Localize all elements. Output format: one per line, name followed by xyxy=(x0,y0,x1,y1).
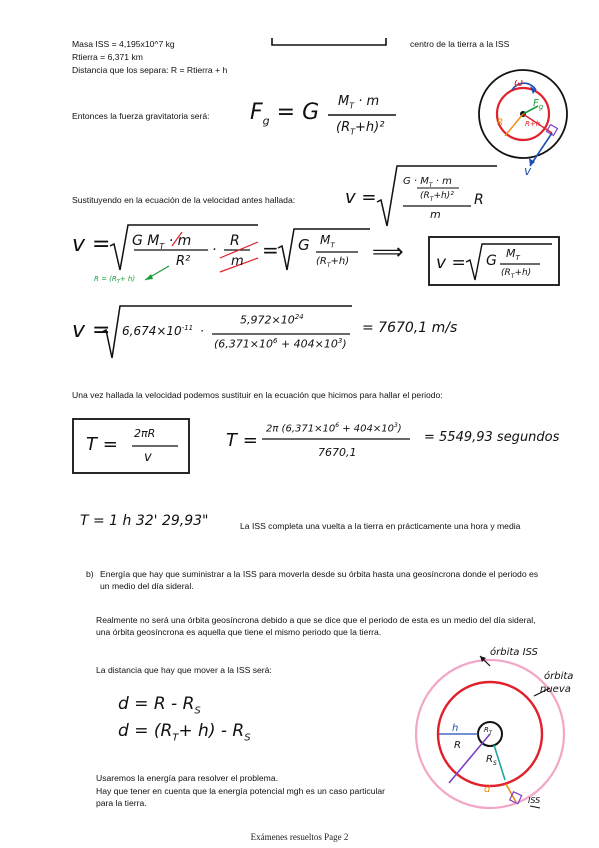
green-note: $R = (R_T+ h)$ xyxy=(94,275,136,286)
period-box-den: v xyxy=(144,450,152,465)
radius-label: R xyxy=(497,118,504,128)
distance-eq1: $d = R - R_S$ xyxy=(118,694,201,717)
force-lhs: $F_g = G$ xyxy=(250,100,320,128)
line2-v: v = xyxy=(72,232,111,257)
velocity-m: m xyxy=(430,208,441,221)
line3-dot: · xyxy=(200,324,204,338)
RT-label: $R_T$ xyxy=(484,726,492,737)
boxed-den: $(R_T+h)$ xyxy=(501,268,532,280)
omega-label: ω xyxy=(514,76,524,89)
period-den: 7670,1 xyxy=(318,446,357,459)
boxed-G: G xyxy=(486,253,497,269)
line3-v: v = xyxy=(72,318,111,343)
implies-arrow: ⟹ xyxy=(372,240,404,265)
period-box-num: 2πR xyxy=(134,427,156,440)
period-result: = 5549,93 segundos xyxy=(424,430,560,445)
line2-frac3-num: $M_T$ xyxy=(320,233,335,250)
period-intro: Una vez hallada la velocidad podemos sustituir en la ecuación que hicimos para hallar el periodo: xyxy=(72,390,443,400)
line3-den: $(6,371\times 10^6 + 404\times 10^3)$ xyxy=(214,337,347,351)
velocity-R: R xyxy=(474,192,484,208)
page-footer: Exámenes resueltos Page 2 xyxy=(250,832,349,842)
period-note: La ISS completa una vuelta a la tierra en prácticamente una hora y media xyxy=(240,521,521,531)
distance-eq2: $d = (R_T+ h) - R_S$ xyxy=(118,721,251,744)
energy-line2: Hay que tener en cuenta que la energía potencial mgh es un caso particular para la tierra. xyxy=(96,786,386,808)
rh-label: R+h xyxy=(525,120,541,128)
velocity-v: v = xyxy=(345,187,377,208)
line2-frac1-den: R² xyxy=(176,254,191,269)
velocity-intro: Sustituyendo en la ecuación de la velocidad antes hallada: xyxy=(72,195,296,205)
orbit-iss-label: órbita ISS xyxy=(490,647,538,658)
velocity-inner-num: $G \cdot M_T \cdot m$ xyxy=(403,176,452,189)
period-T2: T = xyxy=(226,430,258,451)
line2-frac1-num: G $M_T \cdot m$ xyxy=(132,233,192,251)
line2-frac3-den: $(R_T+h)$ xyxy=(316,256,350,269)
section-b-label: b) xyxy=(86,569,94,579)
line2-equals: = xyxy=(262,238,279,262)
period-num: 2π $(6,371\times 10^6 + 404\times 10^3)$ xyxy=(266,422,402,435)
period-fraction-line xyxy=(262,438,412,441)
center-note: centro de la tierra a la ISS xyxy=(410,39,510,49)
Rs-label: $R_S$ xyxy=(486,754,497,767)
boxed-v: v = xyxy=(436,253,466,273)
line2-frac2-den: m xyxy=(231,254,244,269)
force-fraction-line xyxy=(328,114,398,117)
line3-g: $6,674\times 10^{-11}$ xyxy=(122,324,194,338)
d-label: d xyxy=(484,784,491,795)
velocity-label: v xyxy=(524,164,532,178)
iss-mass-text: Masa ISS = 4,195x10^7 kg xyxy=(72,39,175,49)
section-b-text: Energía que hay que suministrar a la ISS para moverla desde su órbita hasta una geosíncrona donde el periodo es un medio del día sideral. xyxy=(100,569,539,591)
R-label: R xyxy=(454,740,461,751)
iss-label: ISS xyxy=(528,796,541,805)
energy-line1: Usaremos la energía para resolver el problema. xyxy=(96,773,278,783)
line2-frac2-num: R xyxy=(230,233,240,249)
h-label: h xyxy=(452,723,459,734)
line3-result: = 7670,1 m/s xyxy=(362,320,458,336)
period-hms: T = 1 h 32' 29,93" xyxy=(80,513,209,529)
distance-intro: La distancia que hay que mover a la ISS será: xyxy=(96,665,272,675)
line3-num: $5,972\times 10^{24}$ xyxy=(240,313,304,327)
line2-dot: · xyxy=(212,242,217,258)
line2-G2: G xyxy=(298,236,310,254)
force-intro: Entonces la fuerza gravitatoria será: xyxy=(72,111,210,121)
boxed-num: $M_T$ xyxy=(506,247,520,263)
section-b-para: Realmente no será una órbita geosíncrona debido a que se dice que el periodo de esta es un medio del día sideral, una órbita geosíncrona es aquella que tiene el mismo periodo que la tierra. xyxy=(96,615,536,637)
new-orbit-label-2: nueva xyxy=(540,684,571,695)
earth-radius-text: Rtierra = 6,371 km xyxy=(72,52,143,62)
period-box-T: T = xyxy=(86,434,118,455)
green-arrow xyxy=(143,262,173,284)
new-orbit-label-1: órbita xyxy=(544,671,574,682)
velocity-inner-mid: $(R_T+h)^2$ xyxy=(420,191,454,203)
force-denominator: $(R_T+h)^2$ xyxy=(336,120,385,137)
distance-text: Distancia que los separa: R = Rtierra + h xyxy=(72,65,228,75)
bracket-line xyxy=(270,36,390,48)
force-numerator: $M_T \cdot m$ xyxy=(338,94,380,111)
force-label: $F_g$ xyxy=(533,98,544,111)
